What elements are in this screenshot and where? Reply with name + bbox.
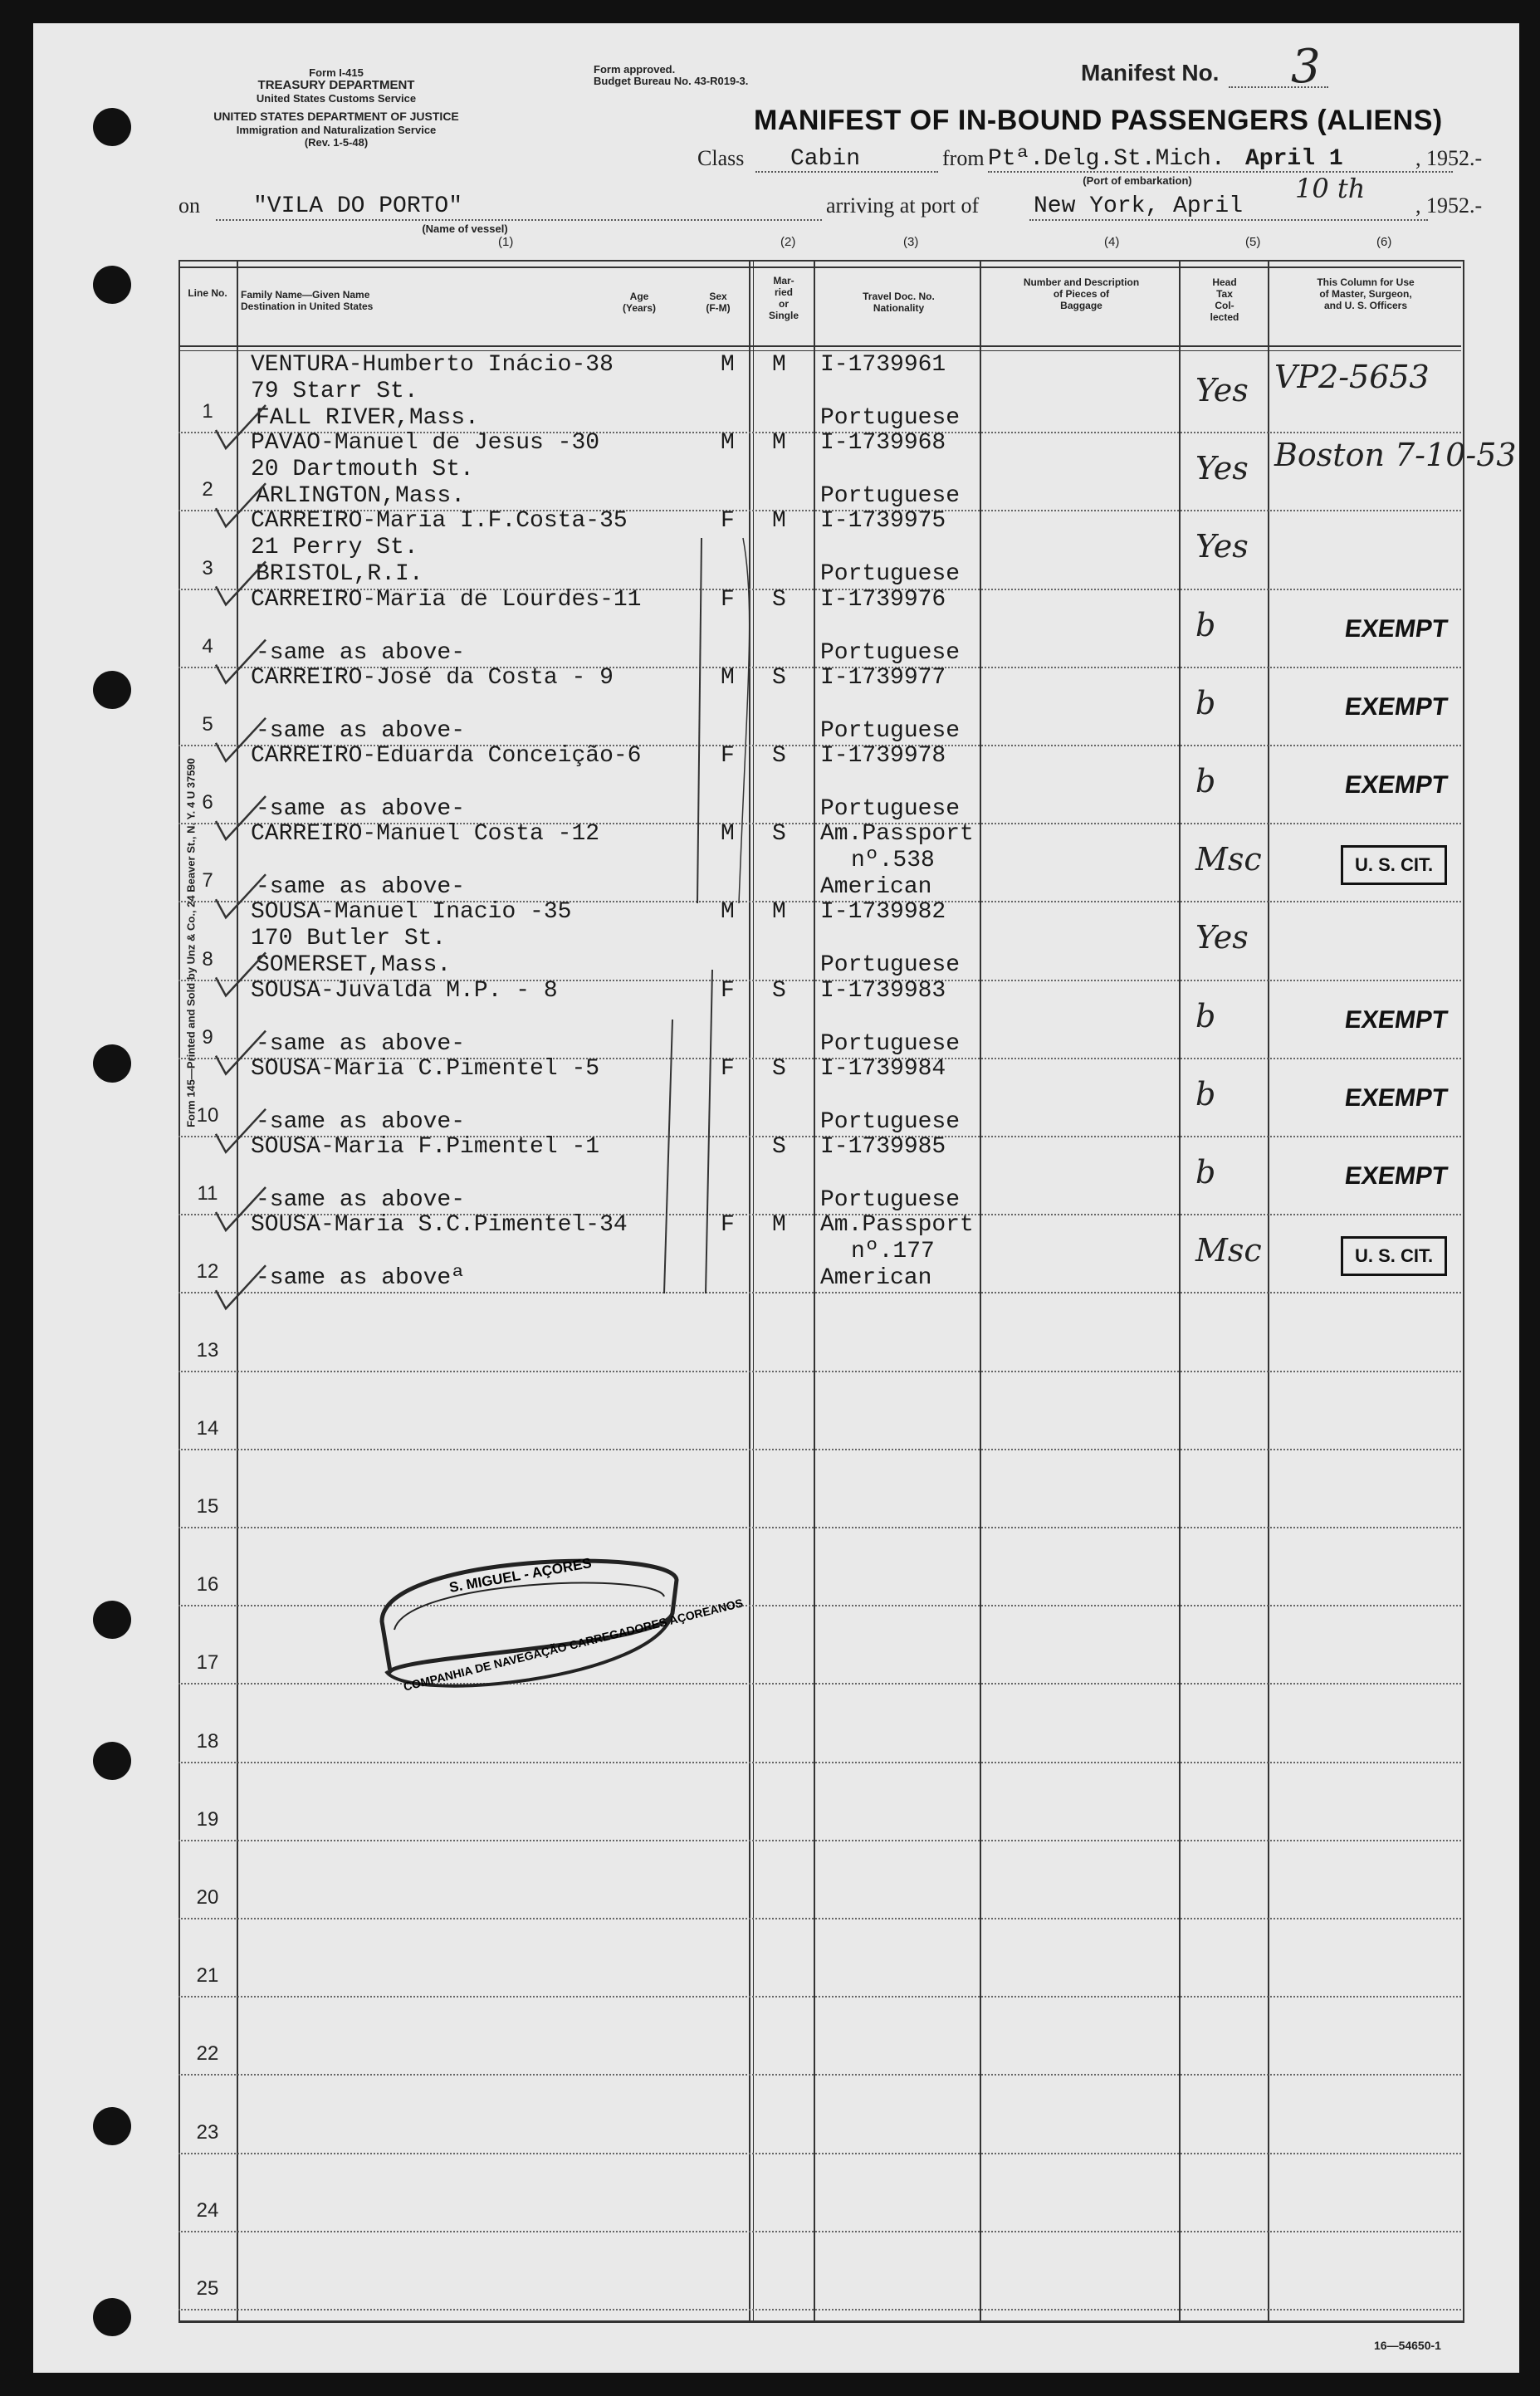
embark-date: April 1 <box>1245 146 1343 172</box>
revision: (Rev. 1-5-48) <box>304 136 369 149</box>
passenger-name: VENTURA-Humberto Inácio-38 <box>251 352 614 378</box>
passenger-name: SOUSA-Maria C.Pimentel -5 <box>251 1055 600 1082</box>
line-number: 21 <box>196 1964 219 1988</box>
stamp-top-text: S. MIGUEL - AÇORES <box>447 1555 594 1596</box>
passenger-sex: M <box>721 664 735 691</box>
address-city: SOMERSET,Mass. <box>256 952 452 979</box>
class-value: Cabin <box>790 146 861 172</box>
travel-doc-number: I-1739984 <box>820 1055 946 1082</box>
line-number: 16 <box>196 1573 219 1597</box>
colnum: (5) <box>1245 235 1261 249</box>
nationality: Portuguese <box>820 1030 961 1057</box>
address-city: -same as above- <box>256 1108 466 1135</box>
marital-status: S <box>772 977 786 1004</box>
address-city: -same as above- <box>256 717 466 744</box>
address-city: -same as above- <box>256 639 466 666</box>
passenger-sex: M <box>721 352 735 378</box>
address-city: BRISTOL,R.I. <box>256 561 423 588</box>
us-citizen-stamp: U. S. CIT. <box>1341 1236 1447 1276</box>
head-tax-mark: Yes <box>1195 528 1249 565</box>
line-number: 14 <box>196 1416 219 1440</box>
marital-status: M <box>772 1212 786 1239</box>
head-tax-mark: b <box>1195 763 1216 799</box>
passenger-name: CARREIRO-Maria I.F.Costa-35 <box>251 508 628 535</box>
nationality: American <box>820 1265 932 1292</box>
passenger-name: SOUSA-Maria F.Pimentel -1 <box>251 1134 600 1160</box>
ins-name: Immigration and Naturalization Service <box>236 124 437 136</box>
address-city: -same as aboveª <box>256 1265 466 1292</box>
approved-note: Form approved. <box>594 63 676 76</box>
passenger-name: CARREIRO-Manuel Costa -12 <box>251 821 600 848</box>
exempt-stamp: EXEMPT <box>1342 614 1450 643</box>
justice-dept: UNITED STATES DEPARTMENT OF JUSTICE <box>213 110 459 123</box>
marital-status: M <box>772 899 786 926</box>
colnum: (4) <box>1104 235 1120 249</box>
passenger-sex: F <box>721 586 735 613</box>
passenger-name: CARREIRO-José da Costa - 9 <box>251 664 614 691</box>
travel-doc-number: I-1739976 <box>820 586 946 613</box>
head-tax-mark: b <box>1195 1154 1216 1191</box>
marital-status: M <box>772 430 786 457</box>
nationality: American <box>820 874 932 901</box>
line-number: 19 <box>196 1807 219 1831</box>
header-line-no: Line No. <box>188 287 227 299</box>
year-2: , 1952.- <box>1415 193 1483 218</box>
line-number: 7 <box>202 869 213 892</box>
address-city: -same as above- <box>256 1030 466 1057</box>
marital-status: S <box>772 586 786 613</box>
address-city: -same as above- <box>256 874 466 901</box>
line-number: 20 <box>196 1886 219 1909</box>
line-number: 9 <box>202 1025 213 1049</box>
passenger-name: PAVAO-Manuel de Jesus -30 <box>251 430 600 457</box>
head-tax-mark: b <box>1195 684 1216 721</box>
head-tax-mark: Yes <box>1195 919 1249 956</box>
passenger-name: SOUSA-Juvalda M.P. - 8 <box>251 977 558 1004</box>
travel-doc-number: I-1739978 <box>820 743 946 769</box>
exempt-stamp: EXEMPT <box>1342 771 1450 799</box>
passenger-sex: F <box>721 1212 735 1239</box>
marital-status: S <box>772 743 786 769</box>
port-embark-caption: (Port of embarkation) <box>1083 174 1192 187</box>
manifest-number: 3 <box>1291 40 1321 94</box>
travel-doc-number: I-1739977 <box>820 664 946 691</box>
line-number: 15 <box>196 1495 219 1518</box>
footer-code: 16—54650-1 <box>1374 2339 1441 2352</box>
address-street: 20 Dartmouth St. <box>251 457 474 483</box>
travel-doc-number: I-1739983 <box>820 977 946 1004</box>
exempt-stamp: EXEMPT <box>1342 692 1450 721</box>
nationality: Portuguese <box>820 1187 961 1213</box>
vessel-caption: (Name of vessel) <box>422 222 508 235</box>
line-number: 4 <box>202 634 213 658</box>
nationality: Portuguese <box>820 717 961 744</box>
address-city: -same as above- <box>256 796 466 822</box>
nationality: Portuguese <box>820 483 961 510</box>
line-number: 22 <box>196 2042 219 2066</box>
colnum: (6) <box>1376 235 1392 249</box>
travel-doc-number: I-1739968 <box>820 430 946 457</box>
marital-status: S <box>772 1134 786 1160</box>
address-street: 79 Starr St. <box>251 379 418 404</box>
manifest-label: Manifest No. <box>1081 60 1220 86</box>
arrival-day: 10 th <box>1295 173 1366 204</box>
travel-doc-number: I-1739982 <box>820 899 946 926</box>
travel-doc-number: Am.Passport <box>820 1212 974 1239</box>
nationality: Portuguese <box>820 639 961 666</box>
passenger-sex: M <box>721 821 735 848</box>
class-label: Class <box>697 146 745 170</box>
line-number: 13 <box>196 1338 219 1362</box>
head-tax-mark: Msc <box>1195 1232 1262 1269</box>
company-stamp <box>357 1522 745 1713</box>
head-tax-mark: Yes <box>1195 450 1249 487</box>
passenger-sex: F <box>721 508 735 535</box>
header-sex: Sex (F-M) <box>706 291 731 314</box>
passenger-name: SOUSA-Maria S.C.Pimentel-34 <box>251 1212 628 1239</box>
line-number: 10 <box>196 1104 219 1127</box>
nationality: Portuguese <box>820 561 961 588</box>
year-1: , 1952.- <box>1415 146 1483 170</box>
nationality: Portuguese <box>820 952 961 979</box>
manifest-title: MANIFEST OF IN-BOUND PASSENGERS (ALIENS) <box>754 105 1443 136</box>
line-number: 18 <box>196 1729 219 1753</box>
exempt-stamp: EXEMPT <box>1342 1083 1450 1112</box>
passenger-sex: M <box>721 899 735 926</box>
passenger-name: SOUSA-Manuel Inacio -35 <box>251 899 572 926</box>
line-number: 23 <box>196 2120 219 2144</box>
colnum: (1) <box>498 235 514 249</box>
address-city: -same as above- <box>256 1187 466 1213</box>
nationality: Portuguese <box>820 1108 961 1135</box>
exempt-stamp: EXEMPT <box>1342 1005 1450 1034</box>
line-number: 25 <box>196 2277 219 2300</box>
passenger-sex: F <box>721 977 735 1004</box>
header-age: Age (Years) <box>622 291 657 314</box>
line-number: 3 <box>202 556 213 579</box>
head-tax-mark: b <box>1195 997 1216 1034</box>
handwritten-marks <box>33 23 1519 2373</box>
travel-doc-number: I-1739985 <box>820 1134 946 1160</box>
address-city: ARLINGTON,Mass. <box>256 483 466 510</box>
line-number: 24 <box>196 2198 219 2222</box>
officer-note: Boston 7-10-53 <box>1274 437 1517 474</box>
passenger-sex: M <box>721 430 735 457</box>
from-label: from <box>942 146 985 170</box>
on-label: on <box>178 193 200 218</box>
address-city: FALL RIVER,Mass. <box>256 405 479 431</box>
line-number: 2 <box>202 478 213 501</box>
arriving-label: arriving at port of <box>826 193 980 218</box>
line-number: 5 <box>202 713 213 736</box>
line-number: 8 <box>202 947 213 971</box>
colnum: (2) <box>780 235 796 249</box>
passenger-name: CARREIRO-Eduarda Conceição-6 <box>251 743 642 769</box>
head-tax-mark: b <box>1195 606 1216 643</box>
line-number: 1 <box>202 400 213 423</box>
nationality: Portuguese <box>820 405 961 431</box>
marital-status: M <box>772 508 786 535</box>
header-officers: This Column for Use of Master, Surgeon, and U. S. Officers <box>1317 276 1415 311</box>
us-citizen-stamp: U. S. CIT. <box>1341 845 1447 885</box>
passport-number: nº.538 <box>851 848 935 874</box>
header-baggage: Number and Description of Pieces of Baggage <box>1023 276 1140 311</box>
passenger-sex: F <box>721 1055 735 1082</box>
from-value: Ptª.Delg.St.Mich. <box>988 146 1225 172</box>
header-tax: Head Tax Col- lected <box>1210 276 1239 323</box>
line-number: 6 <box>202 791 213 814</box>
line-number: 12 <box>196 1260 219 1284</box>
side-print: Form 145—Printed and Sold by Unz & Co., 24 Beaver St., N. Y. 4 U 37590 <box>184 758 198 1127</box>
marital-status: M <box>772 352 786 378</box>
travel-doc-number: I-1739961 <box>820 352 946 378</box>
nationality: Portuguese <box>820 796 961 822</box>
marital-status: S <box>772 664 786 691</box>
address-street: 170 Butler St. <box>251 926 447 952</box>
travel-doc-number: I-1739975 <box>820 508 946 535</box>
dept-name: TREASURY DEPARTMENT <box>257 78 415 92</box>
passport-number: nº.177 <box>851 1239 935 1265</box>
colnum: (3) <box>903 235 919 249</box>
form-number: Form I-415 <box>309 66 364 79</box>
header-name: Family Name—Given Name Destination in United States <box>241 289 374 312</box>
head-tax-mark: b <box>1195 1075 1216 1112</box>
exempt-stamp: EXEMPT <box>1342 1162 1450 1190</box>
header-doc: Travel Doc. No. Nationality <box>863 291 935 314</box>
marital-status: S <box>772 1055 786 1082</box>
arrival-port: New York, April <box>1034 193 1244 219</box>
head-tax-mark: Msc <box>1195 841 1262 878</box>
passenger-sex: F <box>721 743 735 769</box>
vessel-name: "VILA DO PORTO" <box>253 193 463 219</box>
header-married: Mar- ried or Single <box>768 275 799 321</box>
service-name: United States Customs Service <box>256 92 417 105</box>
line-number: 11 <box>197 1182 218 1205</box>
budget-note: Budget Bureau No. 43-R019-3. <box>594 75 749 87</box>
travel-doc-number: Am.Passport <box>820 821 974 848</box>
stamp-bottom-text: COMPANHIA DE NAVEGAÇÃO CARREGADORES AÇOREANOS <box>402 1596 745 1694</box>
head-tax-mark: Yes <box>1195 372 1249 408</box>
manifest-page <box>33 23 1519 2373</box>
address-street: 21 Perry St. <box>251 535 418 561</box>
line-number: 17 <box>196 1651 219 1675</box>
marital-status: S <box>772 821 786 848</box>
officer-note: VP2-5653 <box>1274 359 1430 395</box>
passenger-name: CARREIRO-Maria de Lourdes-11 <box>251 586 642 613</box>
